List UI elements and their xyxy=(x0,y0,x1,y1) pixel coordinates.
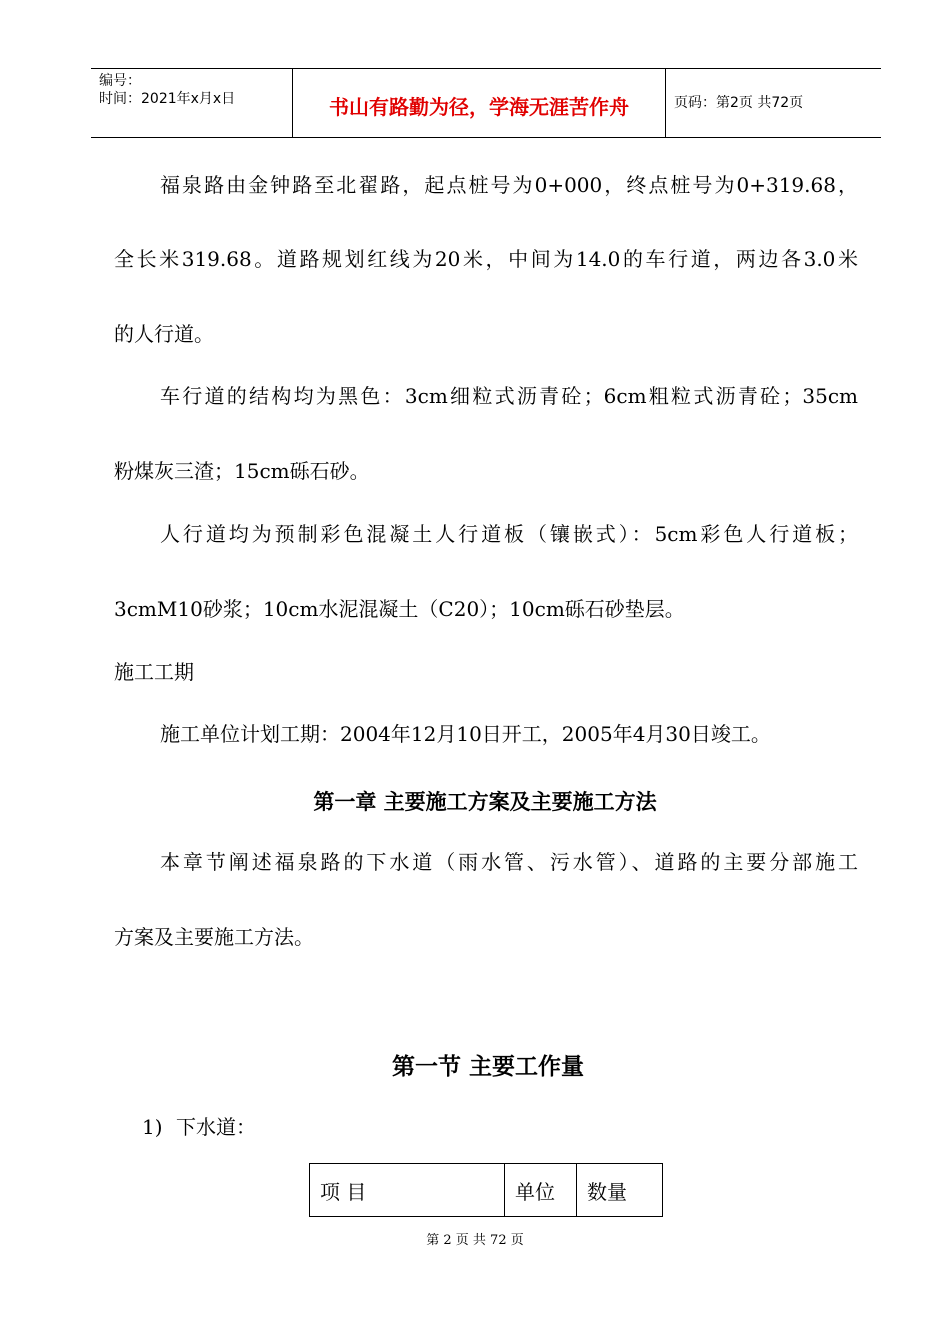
construction-period-title: 施工工期 xyxy=(114,660,194,684)
list-item-number: 1) xyxy=(142,1115,163,1139)
paragraph-schedule: 施工单位计划工期：2004年12月10日开工，2005年4月30日竣工。 xyxy=(160,722,771,746)
paragraph-road-line-3: 的人行道。 xyxy=(114,322,214,346)
header-motto: 书山有路勤为径，学海无涯苦作舟 xyxy=(329,95,629,119)
paragraph-carriageway-line-2: 粉煤灰三渣；15cm砾石砂。 xyxy=(114,459,370,483)
paragraph-chapter-intro-line-2: 方案及主要施工方法。 xyxy=(114,925,314,949)
paragraph-road-line-2: 全长米319.68。道路规划红线为20米，中间为14.0的车行道，两边各3.0米 xyxy=(114,247,858,271)
section-title: 第一节 主要工作量 xyxy=(391,1054,584,1080)
list-item-sewer xyxy=(142,1115,256,1139)
header-meta-cell xyxy=(91,69,293,137)
time-label: 时间：2021年x月x日 xyxy=(99,91,236,107)
table-header-item: 项 目 xyxy=(310,1164,505,1217)
paragraph-carriageway-line-1: 车行道的结构均为黑色：3cm细粒式沥青砼；6cm粗粒式沥青砼；35cm xyxy=(160,384,858,408)
list-item-text: 下水道： xyxy=(176,1115,256,1139)
page-footer: 第 2 页 共 72 页 xyxy=(426,1233,524,1248)
header-motto-cell xyxy=(293,69,666,137)
header-page-cell xyxy=(666,69,881,137)
header-page-number: 页码：第2页 共72页 xyxy=(674,95,804,111)
serial-label: 编号： xyxy=(99,73,141,89)
paragraph-sidewalk-line-2: 3cmM10砂浆；10cm水泥混凝土（C20）；10cm砾石砂垫层。 xyxy=(114,597,685,621)
chapter-title: 第一章 主要施工方案及主要施工方法 xyxy=(313,790,657,814)
table-header-unit: 单位 xyxy=(505,1164,577,1217)
paragraph-chapter-intro-line-1: 本章节阐述福泉路的下水道（雨水管、污水管）、道路的主要分部施工 xyxy=(160,850,858,874)
paragraph-sidewalk-line-1: 人行道均为预制彩色混凝土人行道板（镶嵌式）：5cm彩色人行道板； xyxy=(160,522,858,546)
table-header-row xyxy=(310,1164,663,1217)
table-header-quantity: 数量 xyxy=(577,1164,663,1217)
workload-table xyxy=(309,1163,663,1217)
paragraph-road-line-1: 福泉路由金钟路至北翟路，起点桩号为0+000，终点桩号为0+319.68， xyxy=(160,173,858,197)
page-header xyxy=(91,68,881,138)
